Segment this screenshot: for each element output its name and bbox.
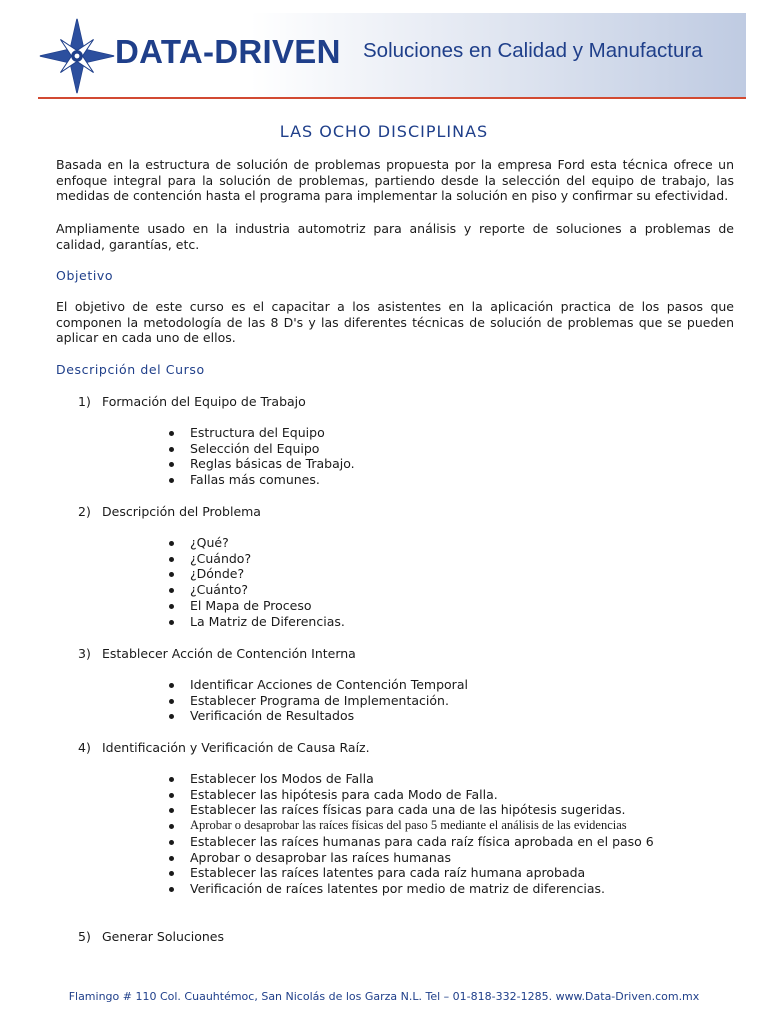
list-item: Selección del Equipo [166, 441, 355, 457]
course-step [78, 740, 370, 755]
step-number: 5) [78, 929, 91, 944]
list-item: La Matriz de Diferencias. [166, 614, 345, 630]
list-item: Establecer las raíces latentes para cada raíz humana aprobada [166, 865, 654, 881]
list-item: Verificación de Resultados [166, 708, 468, 724]
list-item: Establecer las raíces físicas para cada una de las hipótesis sugeridas. [166, 802, 654, 818]
step-1-topics [166, 425, 355, 488]
list-item: Aprobar o desaprobar las raíces físicas del paso 5 mediante el análisis de las evidencias [166, 818, 654, 834]
step-number: 2) [78, 504, 91, 519]
objetivo-heading: Objetivo [56, 268, 114, 283]
compass-star-logo-icon [38, 17, 116, 95]
course-step [78, 646, 356, 661]
step-4-topics [166, 771, 654, 897]
step-label: Descripción del Problema [102, 504, 261, 519]
descripcion-heading: Descripción del Curso [56, 362, 205, 377]
list-item: Reglas básicas de Trabajo. [166, 456, 355, 472]
course-step [78, 504, 261, 519]
course-step [78, 394, 306, 409]
brand-tagline: Soluciones en Calidad y Manufactura [363, 39, 703, 62]
step-3-topics [166, 677, 468, 724]
step-label: Identificación y Verificación de Causa Raíz. [102, 740, 370, 755]
brand-name: DATA-DRIVEN [115, 33, 341, 70]
list-item: Aprobar o desaprobar las raíces humanas [166, 850, 654, 866]
list-item: ¿Dónde? [166, 566, 345, 582]
course-step [78, 929, 224, 944]
list-item: El Mapa de Proceso [166, 598, 345, 614]
step-number: 3) [78, 646, 91, 661]
list-item: Fallas más comunes. [166, 472, 355, 488]
list-item: Identificar Acciones de Contención Temporal [166, 677, 468, 693]
list-item: Verificación de raíces latentes por medio de matriz de diferencias. [166, 881, 654, 897]
list-item: ¿Cuánto? [166, 582, 345, 598]
step-label: Establecer Acción de Contención Interna [102, 646, 356, 661]
list-item: ¿Cuándo? [166, 551, 345, 567]
step-number: 4) [78, 740, 91, 755]
list-item: Establecer las raíces humanas para cada raíz física aprobada en el paso 6 [166, 834, 654, 850]
list-item: Establecer Programa de Implementación. [166, 693, 468, 709]
list-item: Establecer las hipótesis para cada Modo de Falla. [166, 787, 654, 803]
list-item: Establecer los Modos de Falla [166, 771, 654, 787]
step-label: Generar Soluciones [102, 929, 224, 944]
step-number: 1) [78, 394, 91, 409]
step-2-topics [166, 535, 345, 629]
intro-paragraph-2: Ampliamente usado en la industria automotriz para análisis y reporte de soluciones a problemas de calidad, garantías, etc. [56, 221, 734, 252]
page-footer: Flamingo # 110 Col. Cuauhtémoc, San Nicolás de los Garza N.L. Tel – 01-818-332-1285. www.Data-Driven.com.mx [68, 990, 700, 1003]
step-label: Formación del Equipo de Trabajo [102, 394, 306, 409]
list-item: Estructura del Equipo [166, 425, 355, 441]
page-header [38, 13, 746, 99]
objetivo-paragraph: El objetivo de este curso es el capacitar a los asistentes en la aplicación practica de los pasos que componen la metodología de las 8 D's y las diferentes técnicas de solución de problemas que se pueden aplicar en cada uno de ellos. [56, 299, 734, 346]
list-item: ¿Qué? [166, 535, 345, 551]
document-title: LAS OCHO DISCIPLINAS [279, 122, 489, 141]
intro-paragraph-1: Basada en la estructura de solución de problemas propuesta por la empresa Ford esta técnica ofrece un enfoque integral para la solución de problemas, partiendo desde la selección del equipo de trabajo, las medidas de contención hasta el programa para implementar la solución en piso y confirmar su efectividad. [56, 157, 734, 204]
